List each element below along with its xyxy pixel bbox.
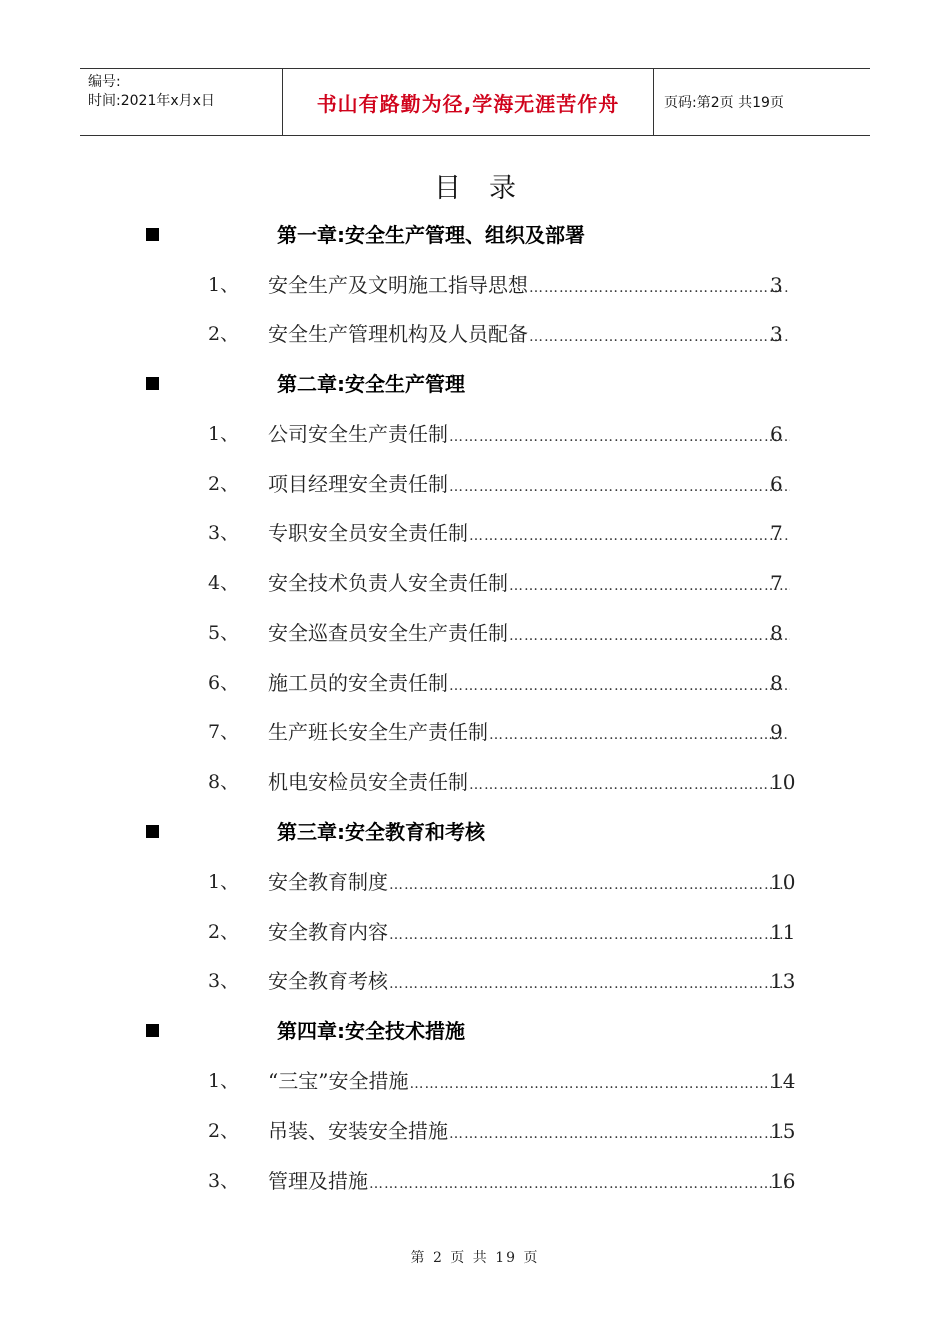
entry-text: 施工员的安全责任制	[268, 671, 448, 695]
leader-dots	[489, 720, 790, 750]
leader-dots	[469, 521, 790, 551]
entry-line	[268, 668, 790, 701]
toc-entry[interactable]	[0, 917, 950, 949]
entry-line	[268, 917, 790, 950]
toc-entry[interactable]	[0, 1066, 950, 1098]
page-footer: 第 2 页 共 19 页	[410, 1250, 540, 1266]
toc-entry[interactable]	[0, 966, 950, 998]
chapter-title: 第二章:安全生产管理	[277, 372, 465, 396]
leader-dots	[389, 920, 790, 950]
entry-number: 3、	[208, 1170, 240, 1192]
chapter-heading	[0, 817, 950, 849]
header-motto: 书山有路勤为径,学海无涯苦作舟	[282, 69, 654, 135]
leader-dots	[529, 322, 790, 352]
toc-entry[interactable]	[0, 568, 950, 600]
toc-entry[interactable]	[0, 270, 950, 302]
entry-line	[268, 568, 790, 601]
entry-page: 8	[770, 621, 783, 645]
entry-number: 3、	[208, 522, 240, 544]
leader-dots	[449, 1119, 790, 1149]
toc-entry[interactable]	[0, 767, 950, 799]
entry-page: 3	[770, 273, 783, 297]
entry-text: 安全教育考核	[268, 969, 388, 993]
entry-line	[268, 419, 790, 452]
chapter-title: 第四章:安全技术措施	[277, 1019, 465, 1043]
header-meta	[80, 69, 282, 135]
leader-dots	[389, 870, 790, 900]
chapter-heading	[0, 369, 950, 401]
toc-entry[interactable]	[0, 518, 950, 550]
toc-entry[interactable]	[0, 1116, 950, 1148]
entry-number: 1、	[208, 871, 240, 893]
entry-page: 14	[770, 1069, 796, 1093]
entry-number: 3、	[208, 970, 240, 992]
entry-line	[268, 717, 790, 750]
leader-dots	[389, 969, 790, 999]
square-bullet-icon	[146, 1024, 159, 1037]
entry-text: 公司安全生产责任制	[268, 422, 448, 446]
leader-dots	[509, 621, 790, 651]
entry-page: 9	[770, 720, 783, 744]
entry-number: 1、	[208, 423, 240, 445]
toc-entry[interactable]	[0, 618, 950, 650]
entry-line	[268, 319, 790, 352]
entry-line	[268, 1166, 790, 1199]
leader-dots	[509, 571, 790, 601]
toc-entry[interactable]	[0, 469, 950, 501]
leader-dots	[449, 671, 790, 701]
chapter-heading	[0, 1016, 950, 1048]
entry-page: 8	[770, 671, 783, 695]
entry-line	[268, 1116, 790, 1149]
entry-page: 11	[770, 920, 796, 944]
entry-number: 1、	[208, 1070, 240, 1092]
entry-line	[268, 867, 790, 900]
entry-text: 安全巡查员安全生产责任制	[268, 621, 508, 645]
entry-page: 6	[770, 472, 783, 496]
leader-dots	[449, 472, 790, 502]
entry-text: 安全教育内容	[268, 920, 388, 944]
square-bullet-icon	[146, 377, 159, 390]
entry-line	[268, 270, 790, 303]
entry-text: 机电安检员安全责任制	[268, 770, 468, 794]
leader-dots	[409, 1069, 790, 1099]
entry-number: 2、	[208, 1120, 240, 1142]
leader-dots	[449, 422, 790, 452]
entry-page: 10	[770, 870, 796, 894]
entry-text: 吊装、安装安全措施	[268, 1119, 448, 1143]
entry-text: 项目经理安全责任制	[268, 472, 448, 496]
square-bullet-icon	[146, 228, 159, 241]
entry-text: 管理及措施	[268, 1169, 368, 1193]
entry-page: 15	[770, 1119, 796, 1143]
entry-number: 2、	[208, 921, 240, 943]
toc-entry[interactable]	[0, 867, 950, 899]
entry-text: 安全技术负责人安全责任制	[268, 571, 508, 595]
chapter-title: 第一章:安全生产管理、组织及部署	[277, 223, 585, 247]
entry-line	[268, 618, 790, 651]
entry-line	[268, 518, 790, 551]
chapter-heading	[0, 220, 950, 252]
entry-page: 16	[770, 1169, 796, 1193]
entry-number: 5、	[208, 622, 240, 644]
toc-entry[interactable]	[0, 1166, 950, 1198]
entry-line	[268, 469, 790, 502]
entry-text: 安全生产管理机构及人员配备	[268, 322, 528, 346]
leader-dots	[469, 770, 790, 800]
entry-number: 8、	[208, 771, 240, 793]
square-bullet-icon	[146, 825, 159, 838]
entry-text: 生产班长安全生产责任制	[268, 720, 488, 744]
entry-page: 7	[770, 571, 783, 595]
entry-page: 13	[770, 969, 796, 993]
entry-page: 10	[770, 770, 796, 794]
toc-entry[interactable]	[0, 319, 950, 351]
leader-dots	[369, 1169, 790, 1199]
entry-page: 7	[770, 521, 783, 545]
toc-entry[interactable]	[0, 668, 950, 700]
entry-line	[268, 767, 790, 800]
toc-entry[interactable]	[0, 419, 950, 451]
entry-number: 2、	[208, 323, 240, 345]
document-header	[80, 68, 870, 136]
entry-text: 安全教育制度	[268, 870, 388, 894]
entry-page: 6	[770, 422, 783, 446]
entry-text: “三宝”安全措施	[268, 1069, 409, 1093]
header-page-info: 页码:第2页 共19页	[664, 95, 784, 111]
date-label: 时间:2021年x月x日	[88, 93, 215, 109]
chapter-title: 第三章:安全教育和考核	[277, 820, 485, 844]
entry-page: 3	[770, 322, 783, 346]
toc-title: 目录	[434, 173, 544, 204]
toc-entry[interactable]	[0, 717, 950, 749]
entry-number: 7、	[208, 721, 240, 743]
entry-line	[268, 1066, 790, 1099]
entry-number: 6、	[208, 672, 240, 694]
entry-number: 1、	[208, 274, 240, 296]
entry-number: 2、	[208, 473, 240, 495]
entry-number: 4、	[208, 572, 240, 594]
leader-dots	[529, 273, 790, 303]
entry-text: 专职安全员安全责任制	[268, 521, 468, 545]
entry-text: 安全生产及文明施工指导思想	[268, 273, 528, 297]
serial-label: 编号:	[88, 74, 121, 90]
entry-line	[268, 966, 790, 999]
